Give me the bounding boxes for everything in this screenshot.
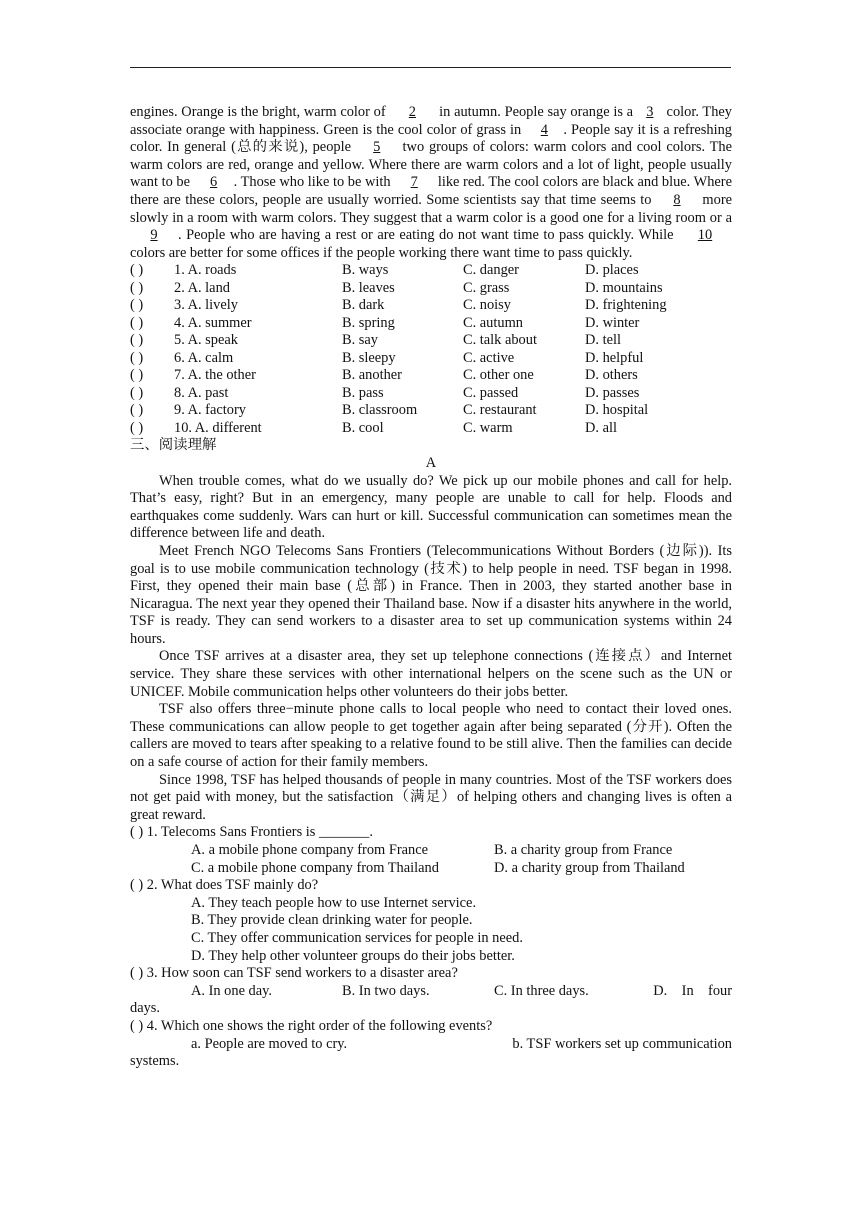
reading-paragraph: Since 1998, TSF has helped thousands of people in many countries. Most of the TSF workers does not get paid with money, but the satisfaction（满足）of helping others and changing lives is often a great reward. [130,771,732,823]
option-row: ( ) 8. A. past B. pass C. passed D. passes [130,384,640,401]
blank-6[interactable]: 6 [210,174,218,191]
option-row: ( ) 1. A. roads B. ways C. danger D. places [130,262,639,279]
choice-d[interactable]: D. In four [653,982,732,999]
choice-b[interactable]: B. In two days. [342,982,430,999]
option-row: ( ) 5. A. speak B. say C. talk about D. tell [130,332,621,349]
option-row: ( ) 10. A. different B. cool C. warm D. all [130,419,617,436]
option-row: ( ) 4. A. summer B. spring C. autumn D. winter [130,314,640,331]
choice-d[interactable]: D. They help other volunteer groups do their jobs better. [191,947,515,964]
question-stem[interactable]: ( ) 1. Telecoms Sans Frontiers is _______. [130,824,373,841]
choice-c[interactable]: C. They offer communication services for people in need. [191,929,523,946]
cloze-passage: engines. Orange is the bright, warm color of 2 in autumn. People say orange is a 3 color. They associate orange with happiness. Green is the cool color of grass in 4 . People say it is a refreshing color. In general (总的来说), people 5 two groups of colors: warm colors and cool colors. The warm colors are red, orange and yellow. Where there are warm colors and a lot of light, people usually want to be 6 . Those who like to be with 7 like red. The cool colors are black and blue. Where there are these colors, people are usually worried. Some scientists say that time seems to 8 more slowly in a room with warm colors. They suggest that a warm color is a good one for a living room or a 9 . People who are having a rest or are eating do not want time to pass quickly. While 10 colors are better for some offices if the people working there want time to pass quickly. [130,104,733,261]
option-row: ( ) 6. A. calm B. sleepy C. active D. helpful [130,349,644,366]
option-row: ( ) 2. A. land B. leaves C. grass D. mountains [130,279,663,296]
section-title: 三、阅读理解 [130,437,217,454]
option-row: ( ) 7. A. the other B. another C. other one D. others [130,367,638,384]
event-a: a. People are moved to cry. [191,1035,348,1052]
header-rule [130,67,731,68]
reading-paragraph: Once TSF arrives at a disaster area, they set up telephone connections (连接点）and Internet service. They share these services with other international helpers on the scene such as the UN or UNICEF. Mobile communication helps other volunteers do their jobs better. [130,648,732,700]
reading-paragraph: Meet French NGO Telecoms Sans Frontiers (Telecommunications Without Borders (边际)). Its goal is to use mobile communication technology (技术) to help people in need. TSF began in 1998. First, they opened their main base (总部) in France. Then in 2003, they started another base in Nicaragua. The next year they opened their Thailand base. Now if a disaster hits anywhere in the world, TSF is ready. They can send workers to a disaster area to set up communication systems within 24 hours. [130,542,732,647]
choice-c[interactable]: C. a mobile phone company from Thailand [191,859,439,876]
reading-paragraph: TSF also offers three−minute phone calls to local people who need to contact their loved ones. These communications can allow people to get together again after being separated (分开). Often the callers are moved to tears after speaking to a relative found to be still alive. Then the families can decide on a safe course of action for their family members. [130,701,732,771]
blank-10[interactable]: 10 [697,227,713,244]
choice-a[interactable]: A. They teach people how to use Internet service. [191,894,477,911]
option-row: ( ) 9. A. factory B. classroom C. restaurant D. hospital [130,402,649,419]
blank-2[interactable]: 2 [408,104,416,120]
option-row: ( ) 3. A. lively B. dark C. noisy D. frightening [130,297,667,314]
blank-7[interactable]: 7 [410,174,418,191]
choice-d[interactable]: D. a charity group from Thailand [494,859,685,876]
question-stem[interactable]: ( ) 3. How soon can TSF send workers to a disaster area? [130,965,458,982]
blank-4[interactable]: 4 [540,121,548,138]
part-label: A [425,454,437,471]
question-2 [130,877,732,965]
choice-a[interactable]: A. In one day. [191,982,272,999]
event-b: b. TSF workers set up communication [512,1035,732,1052]
choice-d-wrap: days. [130,1000,160,1017]
question-1 [130,824,732,877]
question-4 [130,1018,732,1071]
blank-9[interactable]: 9 [150,227,158,244]
choice-a[interactable]: A. a mobile phone company from France [191,842,428,858]
event-b-wrap: systems. [130,1053,180,1070]
question-3 [130,965,732,1018]
question-stem[interactable]: ( ) 4. Which one shows the right order of the following events? [130,1017,493,1034]
blank-8[interactable]: 8 [673,191,681,208]
choice-c[interactable]: C. In three days. [494,982,589,999]
blank-5[interactable]: 5 [373,139,381,156]
blank-3[interactable]: 3 [646,104,654,120]
reading-paragraph: When trouble comes, what do we usually do? We pick up our mobile phones and call for help. That’s easy, right? But in an emergency, many people are unable to call for help. Floods and earthquakes come suddenly. Wars can hurt or kill. Successful communication can sometimes mean the difference between life and death. [130,472,732,542]
question-stem[interactable]: ( ) 2. What does TSF mainly do? [130,877,319,894]
choice-b[interactable]: B. They provide clean drinking water for people. [191,912,473,929]
cloze-options [130,262,732,437]
document-page [130,104,732,1071]
choice-b[interactable]: B. a charity group from France [494,842,673,858]
